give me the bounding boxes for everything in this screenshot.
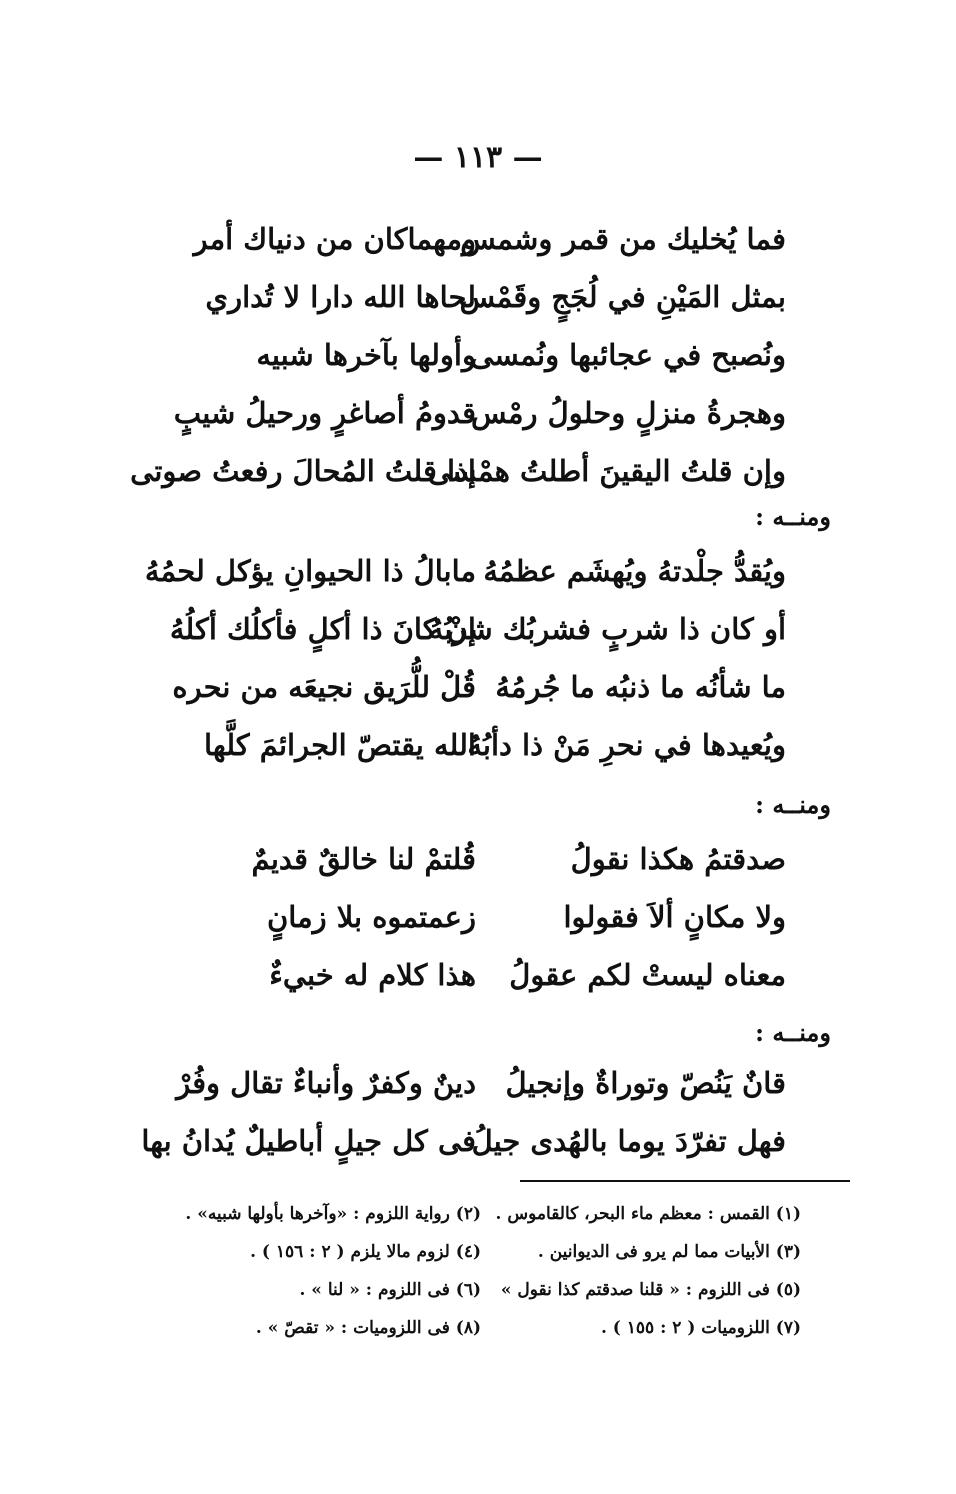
- verse-second-hemistich: وإن قلتُ اليقينَ أطلتُ همْسى: [427, 454, 786, 488]
- verse-second-hemistich: قانٌ يَنُصّ وتوراةٌ وإنجيلُ: [505, 1066, 786, 1100]
- verse-first-hemistich: ومهماكان من دنياك أمر: [193, 222, 476, 256]
- section-intro: ومنــه :: [755, 790, 831, 819]
- verse-first-hemistich: الله يقتصّ الجرائمَ كلَّها: [203, 728, 476, 762]
- verse: [0, 542, 956, 600]
- verse-second-hemistich: ولا مكانٍ ألاَ فقولوا: [563, 900, 786, 934]
- footnote: (٧) اللزوميات ( ٢ : ١٥٥ ) .: [600, 1318, 801, 1338]
- verse-first-hemistich: قُلْ للُّرَيق نجيعَه من نحره: [172, 670, 476, 704]
- verse: [0, 326, 956, 384]
- verse: [0, 1112, 956, 1170]
- verse: [0, 658, 956, 716]
- verse-first-hemistich: إذا قلتُ المُحالَ رفعتُ صوتى: [130, 454, 476, 488]
- footnote: (٦) فى اللزوم : « لنا » .: [299, 1280, 481, 1300]
- verse-first-hemistich: قدومُ أصاغرٍ ورحيلُ شيبٍ: [173, 396, 476, 430]
- verse-second-hemistich: صدقتمُ هكذا نقولُ: [570, 842, 786, 876]
- verse: [0, 716, 956, 774]
- verse-first-hemistich: فى كل جيلٍ أباطيلٌ يُدانُ بها: [141, 1124, 476, 1158]
- verse-second-hemistich: معناه ليستْ لكم عقولُ: [509, 958, 786, 992]
- verse-second-hemistich: ما شأنُه ما ذنبُه ما جُرمُهُ: [495, 670, 786, 704]
- verse-second-hemistich: بمثل المَيْنِ في لُجَجٍ وقَمْس: [459, 280, 786, 314]
- verse-first-hemistich: إنْ كانَ ذا أكلٍ فأكلُك أكلُهُ: [169, 612, 476, 646]
- footnote: (٨) فى اللزوميات : « تقصّ » .: [255, 1318, 481, 1338]
- verse-second-hemistich: ونُصبح في عجائبها ونُمسى: [470, 338, 786, 372]
- verse: [0, 1054, 956, 1112]
- footnote: (١) القمس : معظم ماء البحر، كالقاموس .: [495, 1204, 801, 1224]
- footnote-divider: [520, 1180, 850, 1182]
- verse: [0, 888, 956, 946]
- verse-first-hemistich: وأولها بآخرها شبيه: [256, 338, 476, 372]
- verse: [0, 384, 956, 442]
- verse-first-hemistich: هذا كلام له خبيءٌ: [269, 958, 476, 992]
- verse-first-hemistich: دينٌ وكفرٌ وأنباءٌ تقال وفُرْ: [176, 1066, 476, 1100]
- verse: [0, 946, 956, 1004]
- verse: [0, 210, 956, 268]
- verse-second-hemistich: فما يُخليك من قمر وشمس: [460, 222, 786, 256]
- section-intro: ومنــه :: [755, 502, 831, 531]
- page-number: — ١١٣ —: [413, 140, 543, 175]
- verse: [0, 442, 956, 500]
- verse-first-hemistich: قُلتمْ لنا خالقٌ قديمٌ: [251, 842, 476, 876]
- verse-second-hemistich: أو كان ذا شربٍ فشربُك شربُهُ: [428, 612, 786, 646]
- verse: [0, 830, 956, 888]
- footnote: (٣) الأبيات مما لم يرو فى الديوانين .: [537, 1242, 801, 1262]
- footnote: (٥) فى اللزوم : « قلنا صدقتم كذا نقول »: [500, 1280, 801, 1300]
- verse-first-hemistich: زعمتموه بلا زمانٍ: [266, 900, 476, 934]
- verse: [0, 268, 956, 326]
- verse-second-hemistich: ويُعيدها في نحرِ مَنْ ذا دأبُهُ: [467, 728, 786, 762]
- footnote: (٤) لزوم مالا يلزم ( ٢ : ١٥٦ ) .: [250, 1242, 481, 1262]
- verse: [0, 600, 956, 658]
- verse-second-hemistich: ويُقدُّ جلْدتهُ ويُهشَم عظمُهُ: [483, 554, 786, 588]
- verse-first-hemistich: لحاها الله دارا لا تُداري: [205, 280, 476, 314]
- verse-second-hemistich: وهجرةُ منزلٍ وحلولُ رمْس: [471, 396, 786, 430]
- verse-first-hemistich: مابالُ ذا الحيوانِ يؤكل لحمُهُ: [144, 554, 476, 588]
- footnote: (٢) رواية اللزوم : «وآخرها بأولها شبيه» .: [185, 1204, 481, 1224]
- section-intro: ومنــه :: [755, 1018, 831, 1047]
- verse-second-hemistich: فهل تفرّدَ يوما بالهُدى جيلُ: [471, 1124, 786, 1158]
